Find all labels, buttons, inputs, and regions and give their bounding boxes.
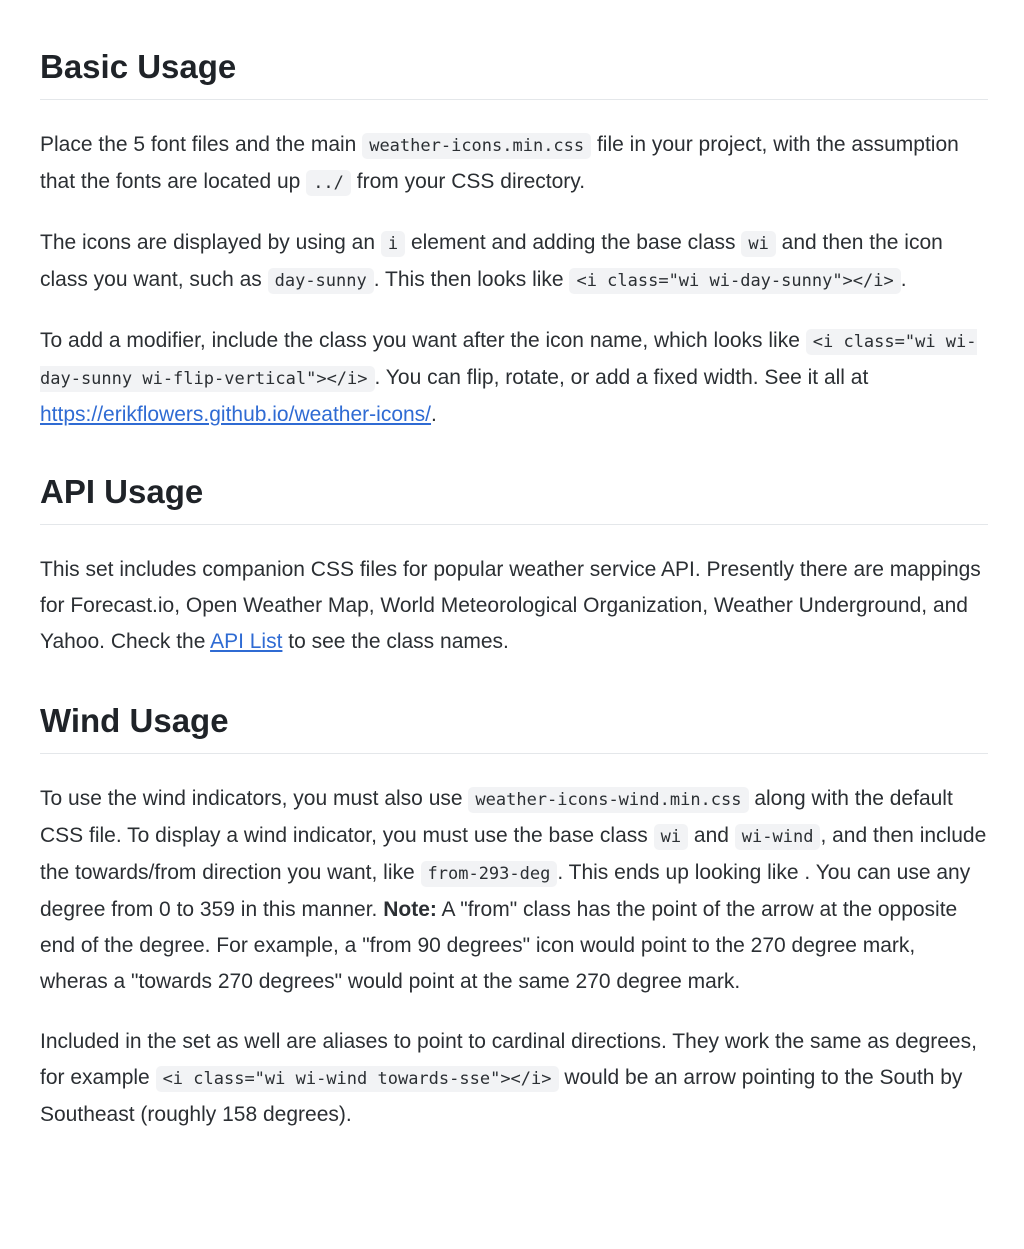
text-segment: .: [431, 403, 437, 426]
text-segment: . This then looks like: [373, 268, 570, 291]
inline-code: ../: [306, 170, 351, 196]
text-segment: A "from" class has the point of the arrow at the opposite end of the degree. For example, a "from 90 degrees" icon would point to the 270 degree mark, wheras a "towards 270 degrees" would point at the same 270 degree mark.: [40, 898, 958, 993]
inline-code: <i class="wi wi-day-sunny wi-flip-vertical"></i>: [40, 329, 977, 392]
text-segment: , and then include the towards/from direction you want, like: [40, 824, 987, 884]
inline-code: wi: [654, 824, 688, 850]
basic-usage-paragraph-files: [40, 127, 988, 201]
text-segment: and: [688, 824, 735, 847]
wind-usage-heading: Wind Usage: [40, 699, 988, 754]
text-segment: The icons are displayed by using an: [40, 231, 381, 254]
wind-usage-paragraph-cardinal: [40, 1024, 988, 1133]
basic-usage-paragraph-icons: [40, 225, 988, 299]
inline-code: from-293-deg: [421, 861, 558, 887]
inline-code: wi: [741, 231, 775, 257]
text-segment: Included in the set as well are aliases to point to cardinal directions. They work the same as degrees, for example: [40, 1030, 977, 1089]
text-segment: . This ends up looking like . You can use any degree from 0 to 359 in this manner.: [40, 861, 971, 921]
text-segment: file in your project, with the assumption that the fonts are located up: [40, 133, 959, 193]
text-segment: Place the 5 font files and the main: [40, 133, 363, 156]
api-list-link[interactable]: API List: [210, 630, 283, 653]
inline-code: weather-icons-wind.min.css: [468, 787, 748, 813]
text-segment: To add a modifier, include the class you want after the icon name, which looks like: [40, 329, 806, 352]
text-segment: To use the wind indicators, you must also use: [40, 787, 469, 810]
api-usage-heading: API Usage: [40, 470, 988, 525]
inline-code: <i class="wi wi-wind towards-sse"></i>: [156, 1066, 559, 1092]
text-segment: element and adding the base class: [405, 231, 742, 254]
text-segment: would be an arrow pointing to the South by Southeast (roughly 158 degrees).: [40, 1066, 963, 1126]
text-segment: and then the icon class you want, such as: [40, 231, 943, 291]
inline-code: weather-icons.min.css: [362, 133, 591, 159]
inline-code: <i class="wi wi-day-sunny"></i>: [569, 268, 900, 294]
inline-code: i: [381, 231, 405, 257]
text-segment: to see the class names.: [282, 630, 509, 653]
basic-usage-heading: Basic Usage: [40, 45, 988, 100]
inline-code: wi-wind: [735, 824, 821, 850]
basic-usage-paragraph-modifier: [40, 323, 988, 433]
text-segment: from your CSS directory.: [350, 170, 586, 193]
wind-usage-paragraph-indicators: [40, 781, 988, 1000]
api-usage-paragraph: [40, 552, 988, 660]
text-segment: along with the default CSS file. To display a wind indicator, you must use the base class: [40, 787, 953, 847]
readme-content: [0, 45, 1024, 1249]
inline-code: day-sunny: [268, 268, 374, 294]
note-label: Note:: [383, 898, 437, 921]
text-segment: . You can flip, rotate, or add a fixed width. See it all at: [374, 366, 869, 389]
weather-icons-site-link[interactable]: https://erikflowers.github.io/weather-icons/: [40, 403, 432, 426]
text-segment: This set includes companion CSS files for popular weather service API. Presently there are mappings for Forecast.io, Open Weather Map, World Meteorological Organization, Weather Underground, and Yahoo. Check the: [40, 558, 981, 653]
text-segment: .: [900, 268, 907, 291]
